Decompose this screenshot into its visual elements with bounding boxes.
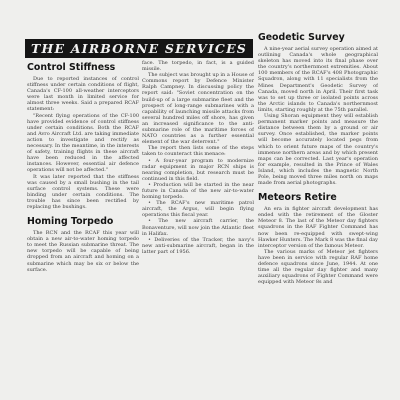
paragraph: Due to reported instances of control stiffness under certain conditions of flight, Canada's CF-100 all-weather interceptors were last month in limited service for almost three weeks. Said a prepared RCAF statement: — [27, 76, 139, 113]
column-middle — [142, 60, 254, 400]
paragraph: Using Shoran equipment they will establish permanent marker points and measure the distance between them by a ground or air survey. Once established, the marker points will become accurately located pegs from which to orient future maps of the country's immense northern areas and by which present maps can be corrected. Last year's operation for example, resulted in the Prince of Wales Island, which includes the magnetic North Pole, being moved three miles north on maps made from aerial photographs. — [258, 113, 378, 187]
column-left — [27, 60, 139, 400]
paragraph: face. The torpedo, in fact, is a guided missile. — [142, 60, 254, 73]
bullet-item: • Production will be started in the near future in Canada of the new air-to-water homing torpedo. — [142, 181, 254, 201]
section-banner: THE AIRBORNE SERVICES — [25, 39, 253, 58]
heading-homing-torpedo: Homing Torpedo — [27, 216, 114, 228]
column-right — [258, 30, 378, 400]
bullet-item: • Deliveries of the Tracker, the navy's new anti-submarine aircraft, began in the latter part of 1956. — [142, 236, 254, 255]
bullet-item: • The new aircraft carrier, the Bonaventure, will now join the Atlantic fleet in Halifax. — [142, 218, 254, 237]
heading-meteors-retire: Meteors Retire — [258, 192, 337, 204]
paragraph: The various marks of Meteor jet fighters have been in service with regular RAF home defence squadrons since June, 1944. At one time all the regular day fighter and many auxiliary squadrons of Fighter Command were equipped with Meteor 8s and — [258, 248, 378, 286]
paragraph: A nine-year aerial survey operation aimed at outlining Canada's whole geographical skeleton has moved into its final phase over the country's northernmost extremities. About 100 members of the RCAF's 408 Photographic Squadron, along with 11 specialists from the Mines Department's Geodetic Survey of Canada, moved north in April. Their first task was to set up three or isolated points across the Arctic islands to Canada's northernmost limits, starting roughly at the 75th parallel. — [258, 46, 378, 113]
paragraph: It was later reported that the stiffness was caused by a small bushing in the tail surface control systems. These were binding under certain conditions. The trouble has since been rectified by replacing the bushings. — [27, 173, 139, 210]
paragraph: "Recent flying operations of the CF-100 have provided evidence of control stiffness under certain conditions. Both the RCAF and Avro Aircraft Ltd. are taking immediate action to investigate and rectify as necessary. In the meantime, in the interests of safety, training flights in these aircraft have been reduced in the affected instances. However, essential air defence operations will not be affected." — [27, 112, 139, 174]
bullet-item: • The RCAF's new maritime patrol aircraft, the Argus, will begin flying operations this fiscal year. — [142, 200, 254, 219]
paragraph: The report then lists some of the steps taken to counteract this menace: — [142, 145, 254, 158]
bullet-item: • A four-year program to modernize radar equipment in major RCN ships is nearing completion, but research must be continued in this field. — [142, 157, 254, 182]
heading-geodetic-survey: Geodetic Survey — [258, 32, 345, 43]
heading-control-stiffness: Control Stiffness — [27, 62, 116, 73]
paragraph: An era in fighter aircraft development has ended with the retirement of the Gloster Meteor 8. The last of the Meteor day fighters squadrons in the RAF Fighter Command has now been re-equipped with swept-wing Hawker Hunters. The Mark 8 was the final day interceptor version of the famous Meteor. — [258, 206, 378, 249]
paragraph: The RCN and the RCAF this year will obtain a new air-to-water homing torpedo to meet the Russian submarine threat. The new torpedo will be capable of being dropped from an aircraft and homing on a submarine which may be six or below the surface. — [27, 230, 139, 273]
paragraph: The subject was brought up in a House of Commons report by Defence Minister Ralph Campney. In discussing policy the report said: "Soviet concentration on the build-up of a large submarine fleet and the prospect of long-range submarines with a capability of launching missile attacks from several hundred miles off shore, has given an increased significance to the anti-submarine role of the maritime forces of NATO countries as a further essential element of the war deterrent." — [142, 72, 254, 146]
